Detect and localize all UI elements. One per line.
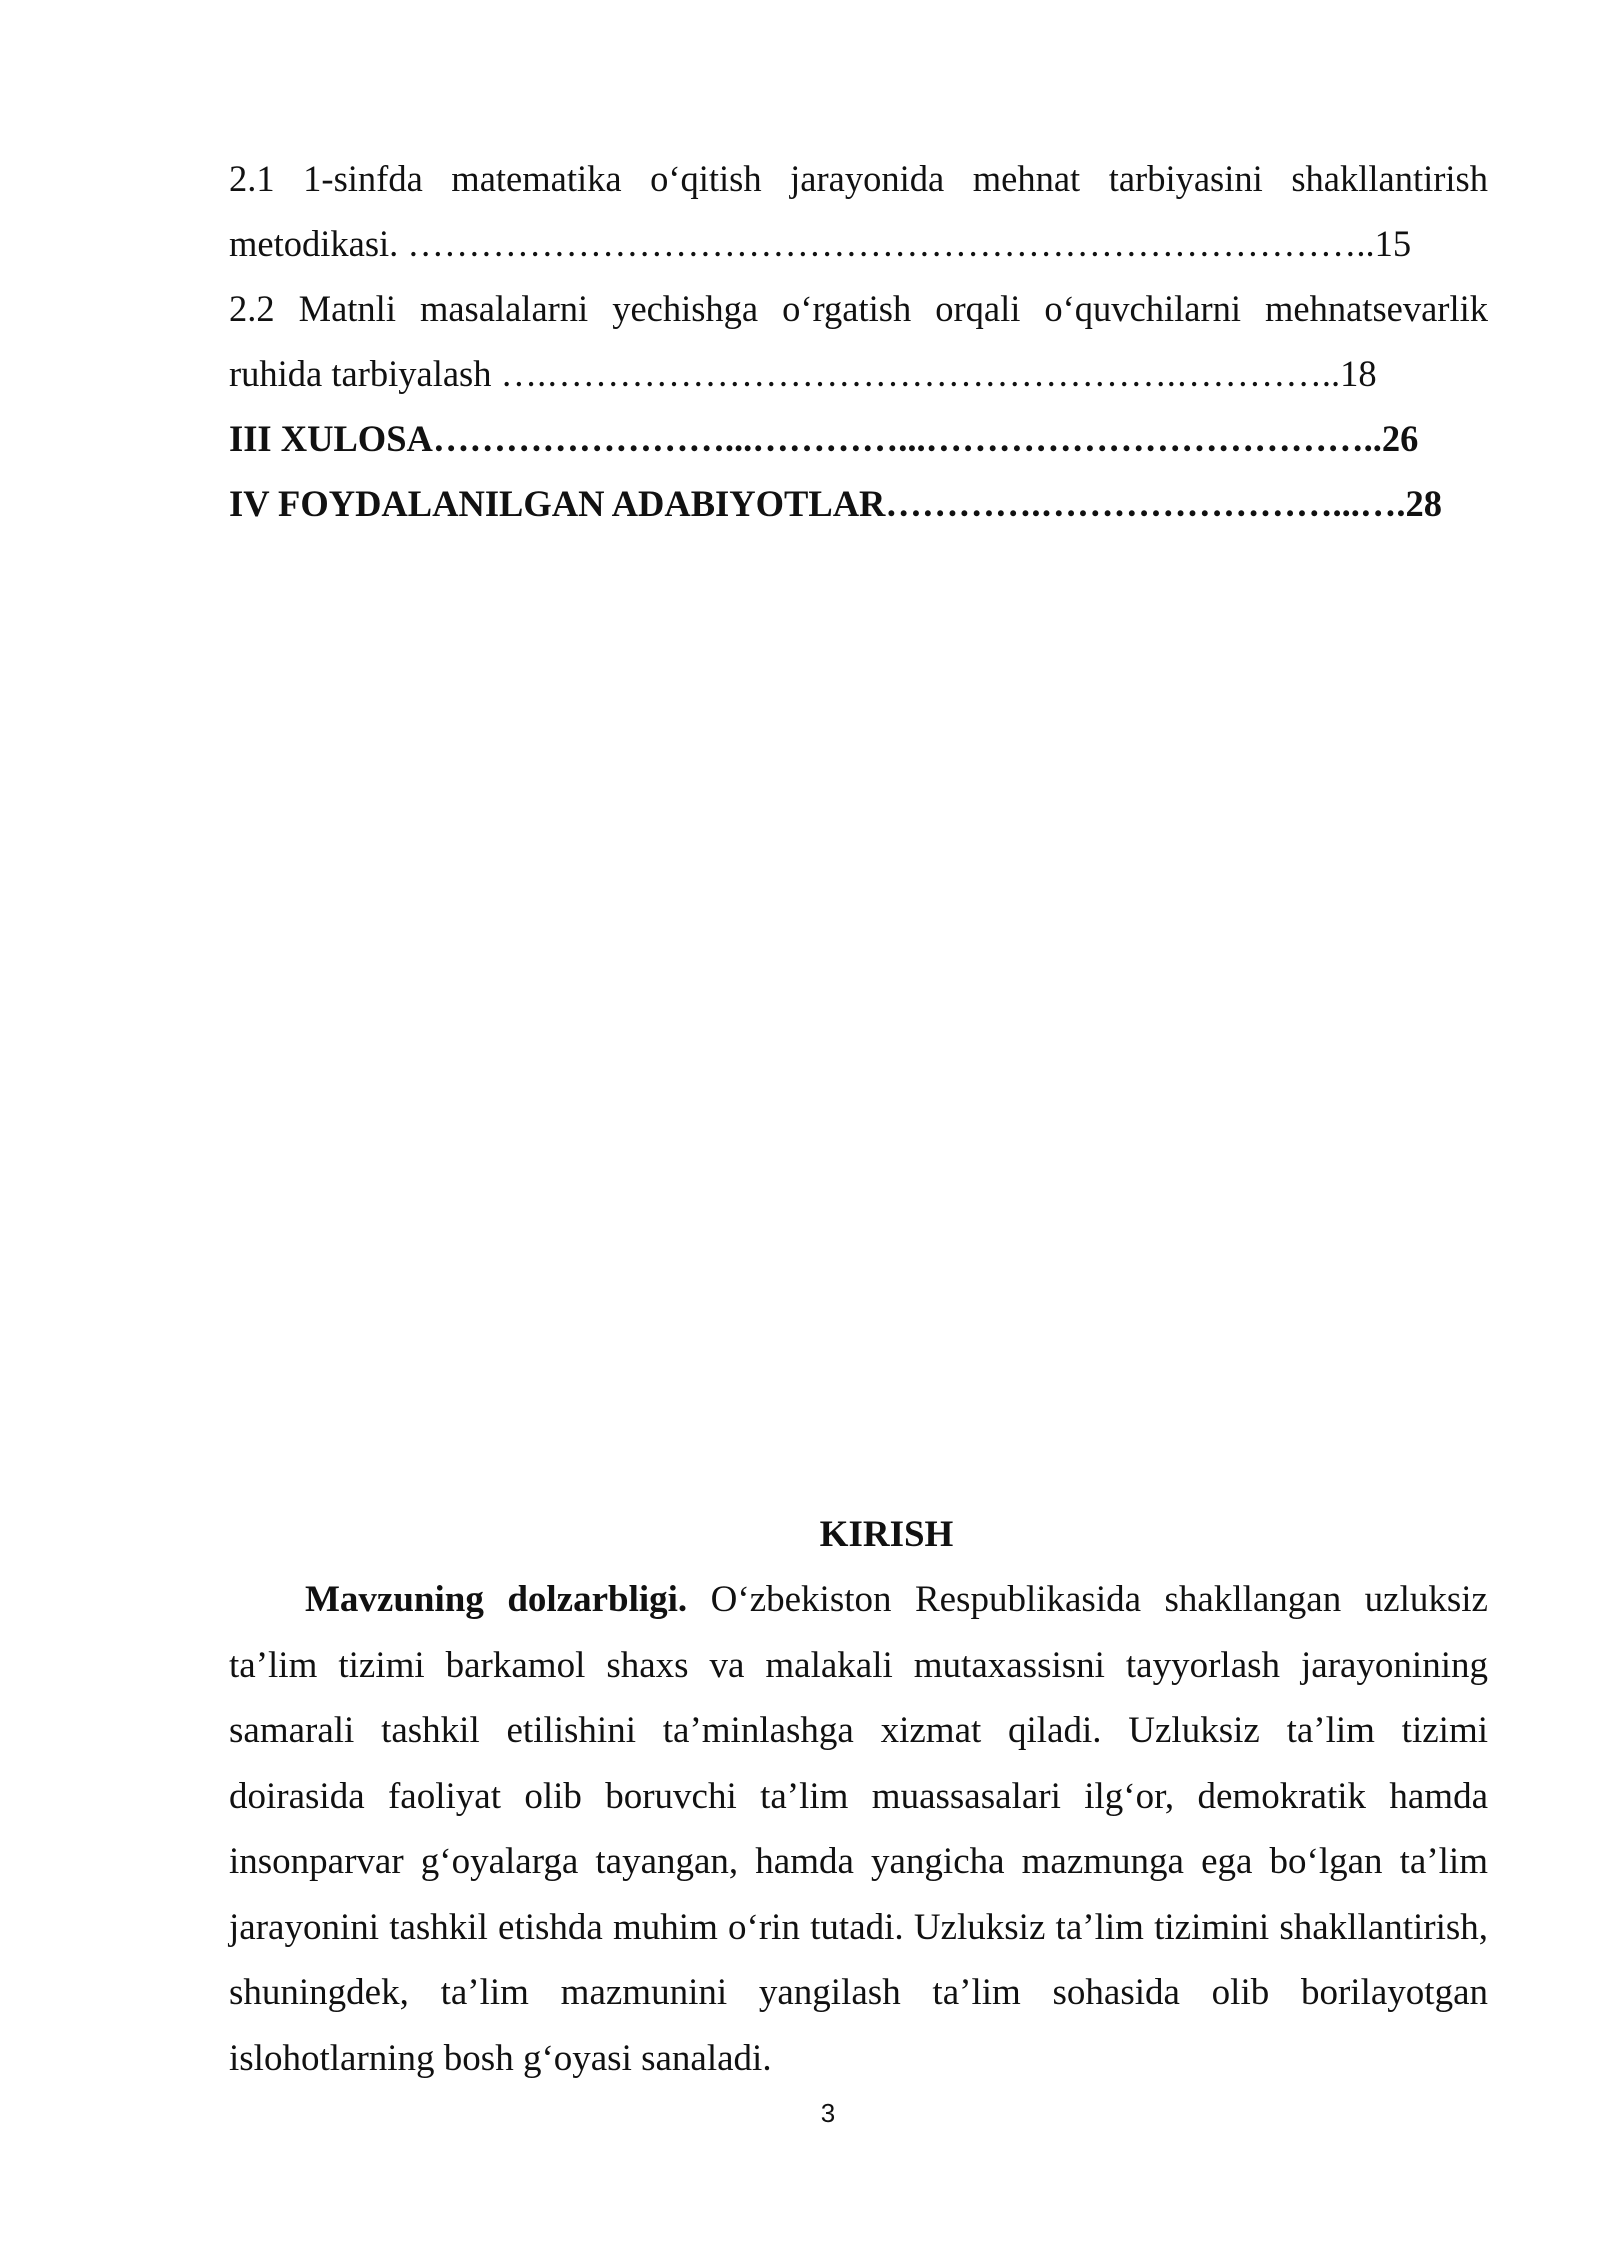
toc-entry-2-2-line-2: ruhida tarbiyalash ….…………………………………………….…………..18 [229, 353, 1377, 394]
introduction-section [229, 1502, 1488, 2091]
page-number: 3 [820, 2098, 836, 2128]
toc-entry-references: IV FOYDALANILGAN ADABIYOTLAR………….……………………...….28 [229, 483, 1443, 524]
intro-paragraph [229, 1567, 1488, 2091]
paragraph-lead: Mavzuning dolzarbligi. [305, 1579, 688, 1620]
toc-entry-2-1-line-1: 2.1 1-sinfda matematika o‘qitish jarayonida mehnat tarbiyasini shakllantirish [229, 158, 1488, 199]
toc-entry-conclusion: III XULOSA……………………...…………...………………………………..26 [229, 418, 1419, 459]
table-of-contents [229, 146, 1488, 536]
toc-entry-2-2-line-1: 2.2 Matnli masalalarni yechishga o‘rgatish orqali o‘quvchilarni mehnatsevarlik [229, 288, 1488, 329]
toc-entry-2-1-line-2: metodikasi. ……………………………………………………………………..15 [229, 223, 1412, 264]
paragraph-body: O‘zbekiston Respublikasida shakllangan uzluksiz ta’lim tizimi barkamol shaxs va malakali mutaxassisni tayyorlash jarayonining samarali tashkil etilishini ta’minlashga xizmat qiladi. Uzluksiz ta’lim tizimi doirasida faoliyat olib boruvchi ta’lim muassasalari ilg‘or, demokratik hamda insonparvar g‘oyalarga tayangan, hamda yangicha mazmunga ega bo‘lgan ta’lim jarayonini tashkil etishda muhim o‘rin tutadi. Uzluksiz ta’lim tizimini shakllantirish, shuningdek, ta’lim mazmunini yangilash ta’lim sohasida olib borilayotgan islohotlarning bosh g‘oyasi sanaladi. [229, 1579, 1488, 2079]
section-title: KIRISH [819, 1514, 954, 1555]
